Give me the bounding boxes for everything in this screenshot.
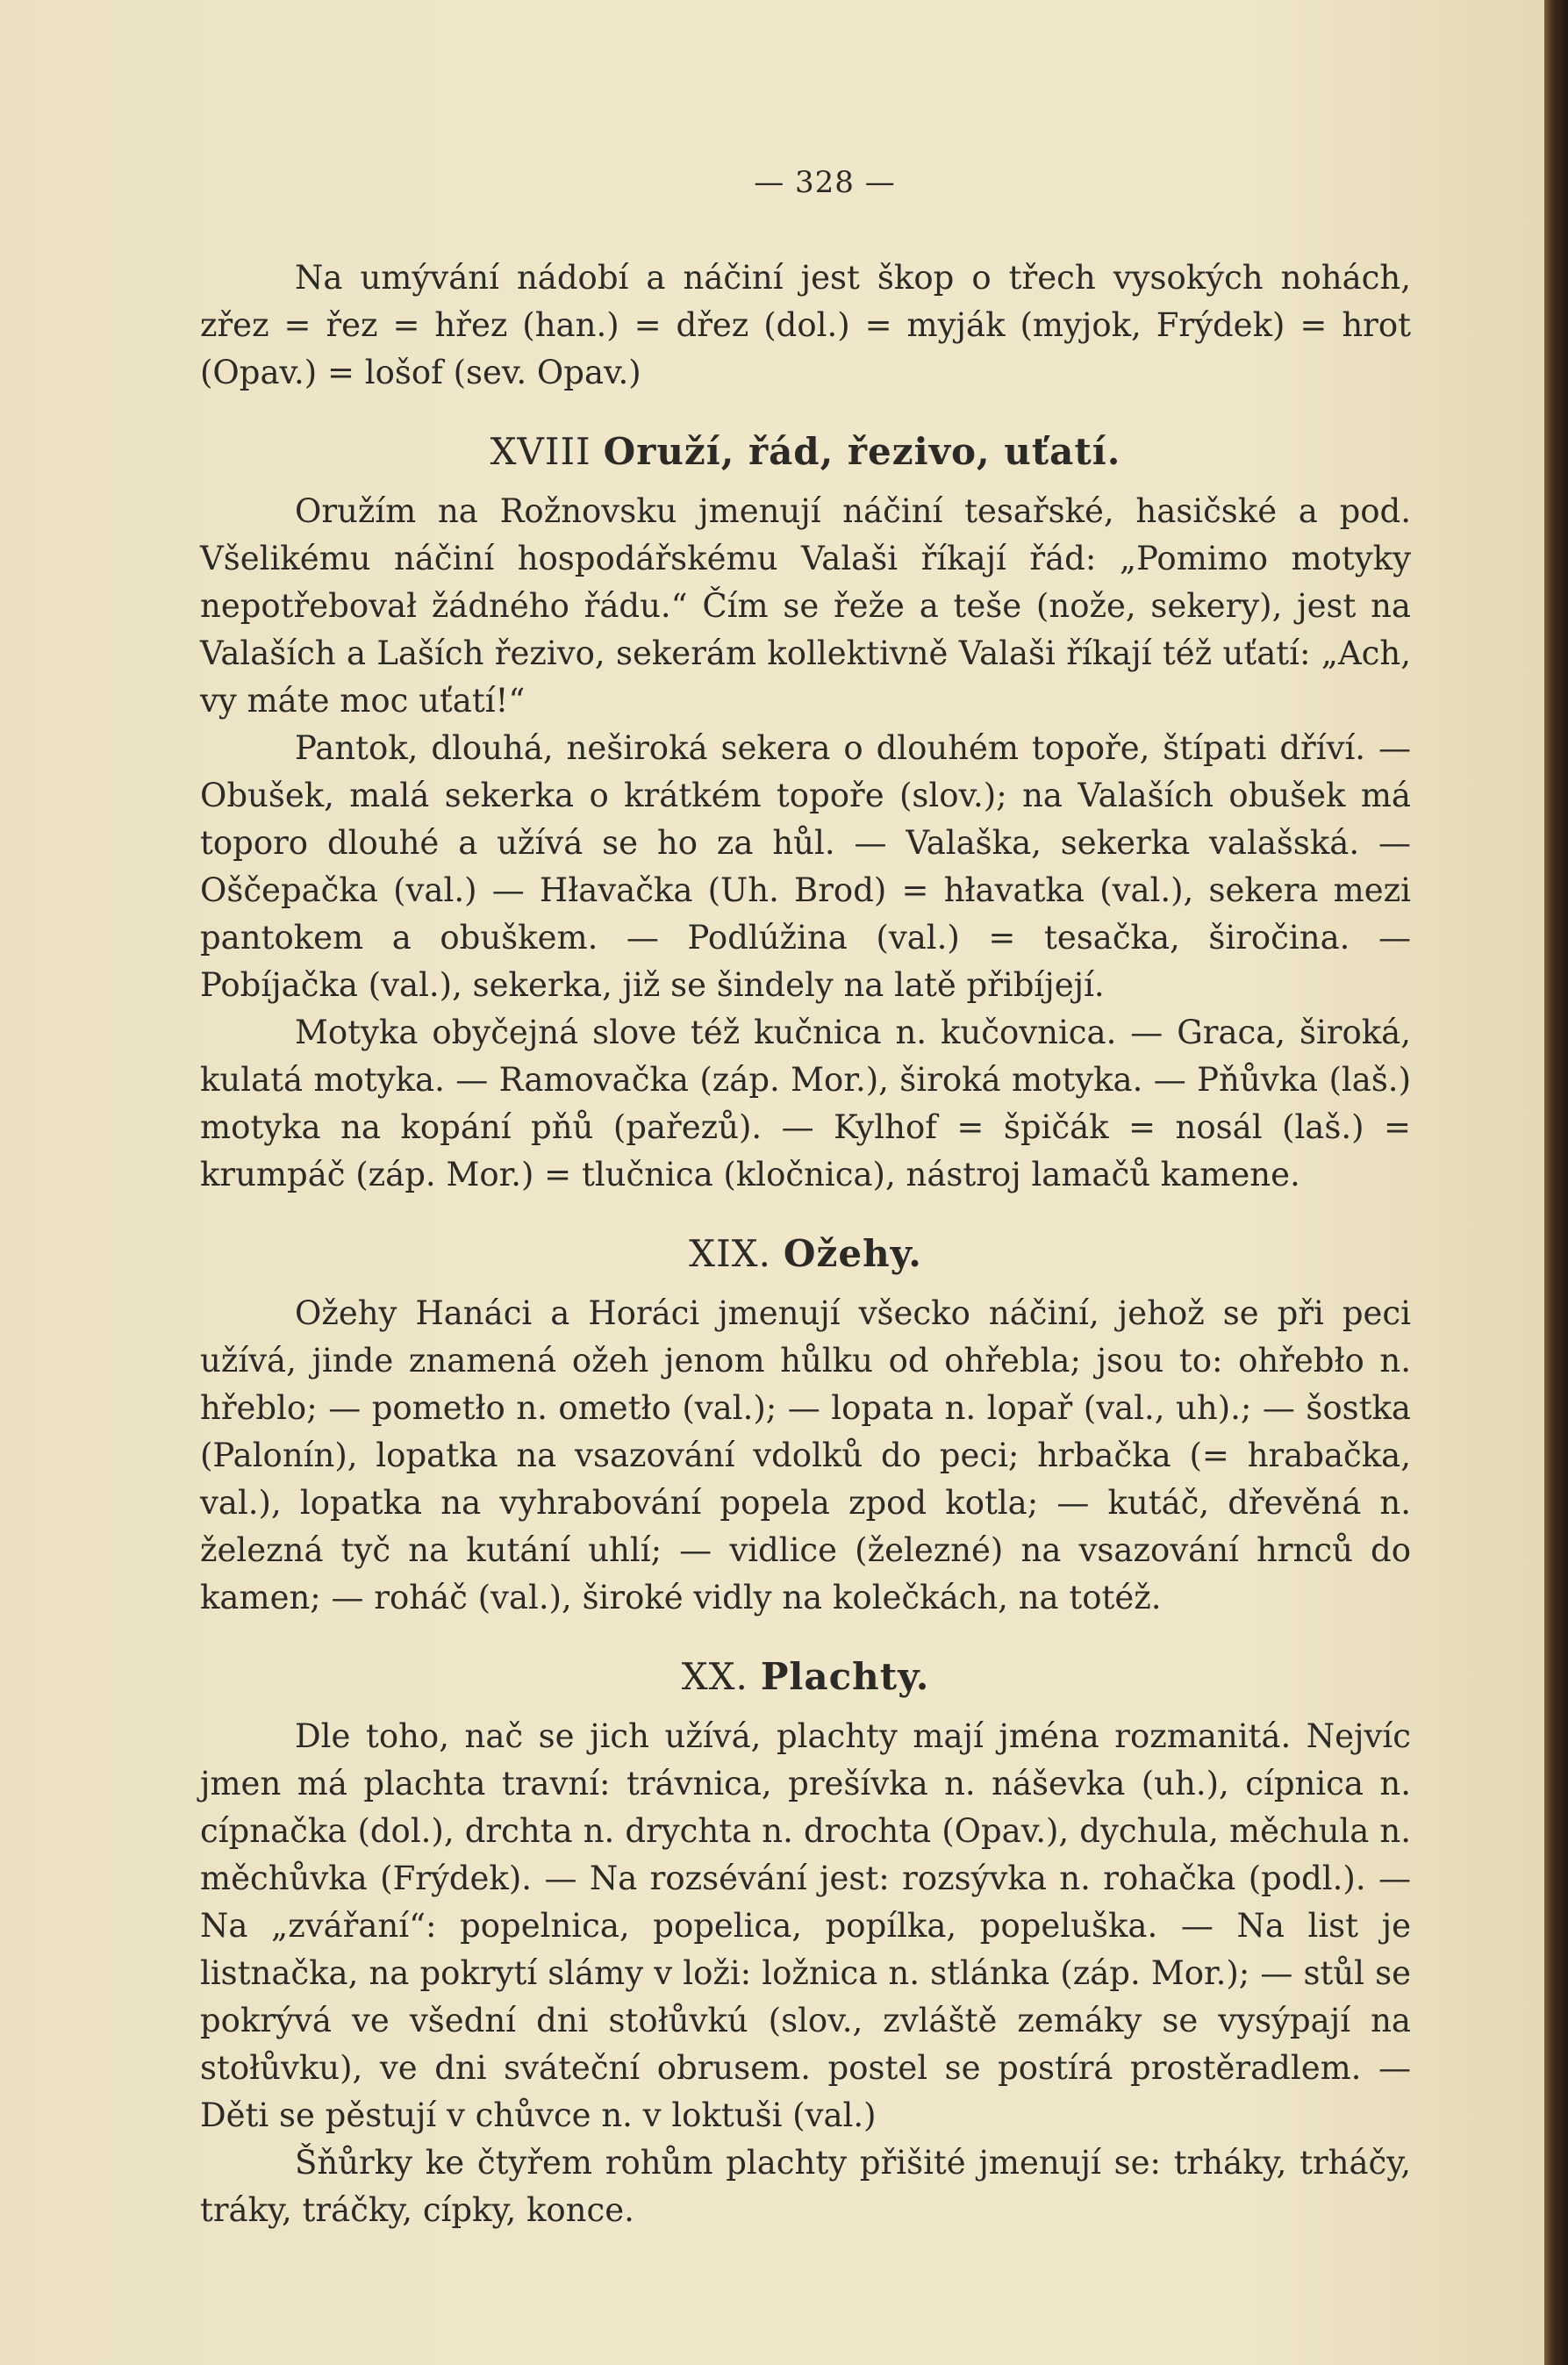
paragraph-snurky: Šňůrky ke čtyřem rohům plachty přišité jmenují se: trháky, trháčy, tráky, tráčky, cípky, konce. xyxy=(200,2144,1411,2229)
section-title: Plachty. xyxy=(760,1655,930,1698)
page-number: — 328 — xyxy=(754,165,896,200)
paragraph-washing: Na umývání nádobí a náčiní jest škop o třech vysokých nohách, zřez = řez = hřez (han.) = dřez (dol.) = myják (myjok, Frýdek) = hrot (Opav.) = lošof (sev. Opav.) xyxy=(200,259,1411,391)
section-heading-xviii xyxy=(200,428,1411,476)
paragraph-oruzi: Oružím na Rožnovsku jmenují náčiní tesařské, hasičské a pod. Všelikému náčiní hospodářskému Valaši říkají řád: „Pomimo motyky nepotřebovał žádného řádu.“ Čím se řeže a teše (nože, sekery), jest na Valaších a Laších řezivo, sekerám kollektivně Valaši říkají též uťatí: „Ach, vy máte moc uťatí!“ xyxy=(200,492,1411,720)
section-number: XIX. xyxy=(689,1232,771,1275)
text-body xyxy=(200,254,1411,2234)
section-title: Ožehy. xyxy=(783,1232,922,1275)
section-heading-xx xyxy=(200,1653,1411,1701)
book-binding-edge xyxy=(1544,0,1568,2365)
section-number: XVIII xyxy=(490,430,591,473)
section-title: Oruží, řád, řezivo, uťatí. xyxy=(603,430,1121,473)
paragraph-ozehy: Ožehy Hanáci a Horáci jmenují všecko náčiní, jehož se při peci užívá, jinde znamená ožeh jenom hůlku od ohřebla; jsou to: ohřebło n. hřeblo; — pometło n. ometło (val.); — lopata n. lopař (val., uh).; — šostka (Palonín), lopatka na vsazování vdolků do peci; hrbačka (= hrabačka, val.), lopatka na vyhrabování popela zpod kotla; — kutáč, dřevěná n. železná tyč na kutání uhlí; — vidlice (železné) na vsazování hrnců do kamen; — roháč (val.), široké vidly na kolečkách, na totéž. xyxy=(200,1294,1411,1616)
section-heading-xix xyxy=(200,1230,1411,1278)
paragraph-motyka: Motyka obyčejná slove též kučnica n. kučovnica. — Graca, široká, kulatá motyka. — Ramovačka (záp. Mor.), široká motyka. — Pňůvka (laš.) motyka na kopání pňů (pařezů). — Kylhof = špičák = nosál (laš.) = krumpáč (záp. Mor.) = tlučnica (kločnica), nástroj lamačů kamene. xyxy=(200,1014,1411,1193)
section-number: XX. xyxy=(681,1655,748,1698)
paragraph-pantok: Pantok, dlouhá, neširoká sekera o dlouhém topoře, štípati dříví. — Obušek, malá sekerka o krátkém topoře (slov.); na Valaších obušek má toporo dlouhé a užívá se ho za hůl. — Valaška, sekerka valašská. — Oščepačka (val.) — Hłavačka (Uh. Brod) = hłavatka (val.), sekera mezi pantokem a obuškem. — Podlúžina (val.) = tesačka, širočina. — Pobíjačka (val.), sekerka, již se šindely na latě přibíjejí. xyxy=(200,729,1411,1004)
paragraph-plachty: Dle toho, nač se jich užívá, plachty mají jména rozmanitá. Nejvíc jmen má plachta travní: trávnica, prešívka n. náševka (uh.), cípnica n. cípnačka (dol.), drchta n. drychta n. drochta (Opav.), dychula, měchula n. měchůvka (Frýdek). — Na rozsévání jest: rozsývka n. rohačka (podl.). — Na „zvářaní“: popelnica, popelica, popílka, popeluška. — Na list je listnačka, na pokrytí slámy v loži: ložnica n. stlánka (záp. Mor.); — stůl se pokrývá ve všední dni stołůvkú (slov., zvláště zemáky se vysýpají na stołůvku), ve dni sváteční obrusem. postel se postírá prostěradlem. — Děti se pěstují v chůvce n. v loktuši (val.) xyxy=(200,1717,1411,2134)
